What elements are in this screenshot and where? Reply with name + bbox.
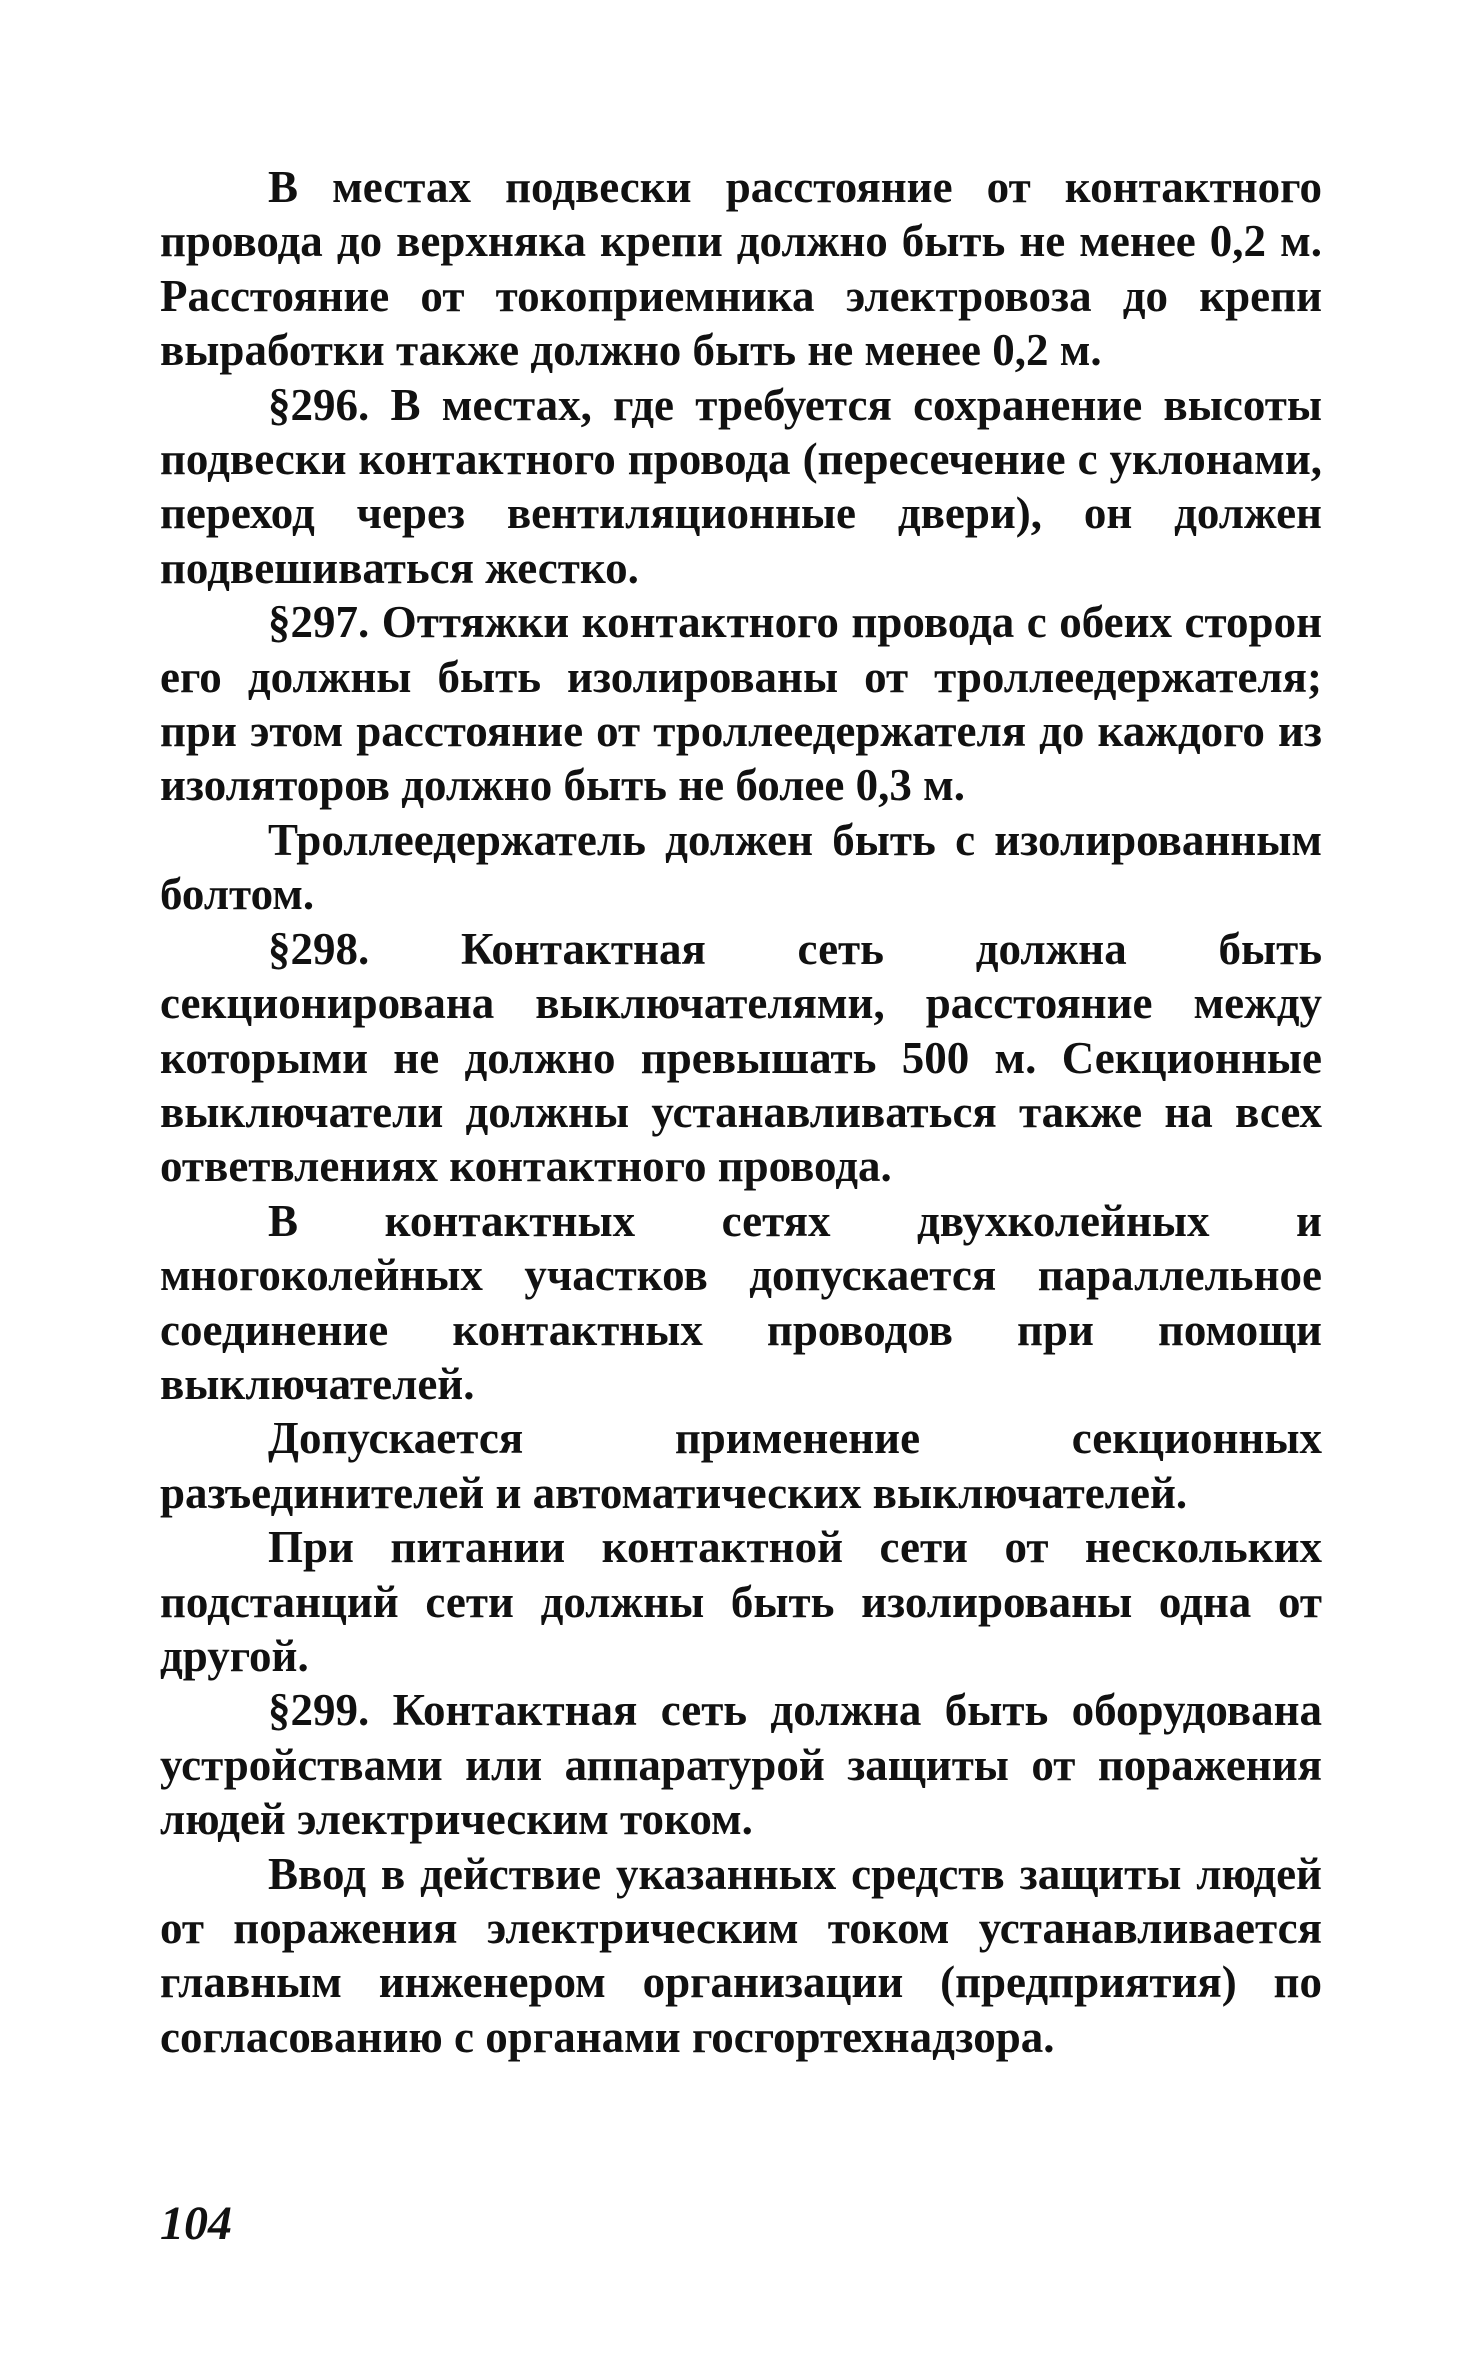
paragraph-1: В местах подвески расстояние от контактного провода до верхняка крепи должно быть не менее 0,2 м. Расстояние от токоприемника электровоза до крепи выработки также должно быть не менее 0,2 м. <box>160 162 1322 376</box>
paragraph-296: §296. В местах, где требуется сохранение высоты подвески контактного провода (пересечение с уклонами, переход через вентиляционные двери), он должен подвешиваться жестко. <box>160 379 1322 593</box>
paragraph-298: §298. Контактная сеть должна быть секционирована выключателями, расстояние между которыми не должно превышать 500 м. Секционные выключатели должны устанавливаться также на всех ответвлениях контактного провода. <box>160 923 1322 1192</box>
paragraph-297: §297. Оттяжки контактного провода с обеих сторон его должны быть изолированы от троллеедержателя; при этом расстояние от троллеедержателя до каждого из изоляторов должно быть не более 0,3 м. <box>160 597 1322 811</box>
body-text <box>160 160 1322 2064</box>
page-number: 104 <box>160 2197 232 2250</box>
paragraph-trolley-holder: Троллеедержатель должен быть с изолированным болтом. <box>160 814 1322 920</box>
paragraph-protection-commissioning: Ввод в действие указанных средств защиты людей от поражения электрическим током устанавливается главным инженером организации (предприятия) по согласованию с органами госгортехнадзора. <box>160 1848 1322 2062</box>
paragraph-299: §299. Контактная сеть должна быть оборудована устройствами или аппаратурой защиты от поражения людей электрическим током. <box>160 1685 1322 1845</box>
paragraph-substations: При питании контактной сети от нескольких подстанций сети должны быть изолированы одна от другой. <box>160 1522 1322 1681</box>
paragraph-multitrack: В контактных сетях двухколейных и многоколейных участков допускается параллельное соединение контактных проводов при помощи выключателей. <box>160 1195 1322 1409</box>
paragraph-disconnectors: Допускается применение секционных разъединителей и автоматических выключателей. <box>160 1413 1322 1518</box>
